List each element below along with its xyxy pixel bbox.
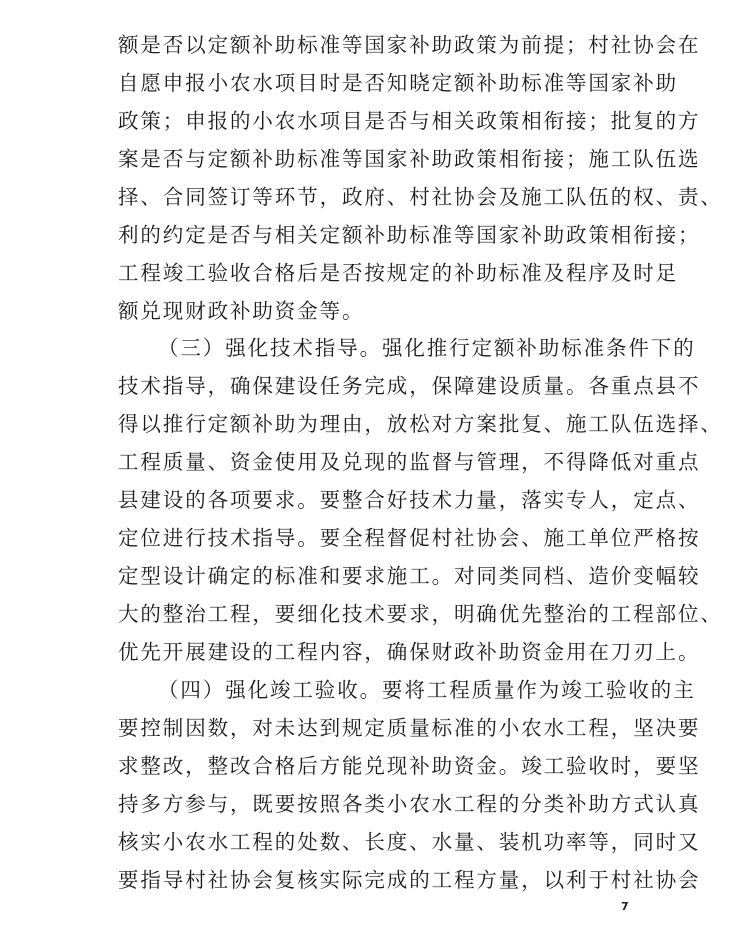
section-heading-line: （四）强化竣工验收。要将工程质量作为竣工验收的主	[158, 678, 696, 702]
text-line: 利的约定是否与相关定额补助标准等国家补助政策相衔接；	[118, 223, 701, 247]
text-line: 额兑现财政补助资金等。	[118, 299, 365, 323]
text-line: 定型设计确定的标准和要求施工。对同类同档、造价变幅较	[118, 564, 701, 588]
text-line: 大的整治工程，要细化技术要求，明确优先整治的工程部位、	[118, 602, 723, 626]
section-heading-line: （三）强化技术指导。强化推行定额补助标准条件下的	[158, 336, 696, 360]
text-line: 案是否与定额补助标准等国家补助政策相衔接；施工队伍选	[118, 147, 701, 171]
text-line: 定位进行技术指导。要全程督促村社协会、施工单位严格按	[118, 526, 701, 550]
text-line: 求整改，整改合格后方能兑现补助资金。竣工验收时，要坚	[118, 754, 701, 778]
text-line: 工程竣工验收合格后是否按规定的补助标准及程序及时足	[118, 261, 678, 285]
text-line: 额是否以定额补助标准等国家补助政策为前提；村社协会在	[118, 33, 701, 57]
text-line: 县建设的各项要求。要整合好技术力量，落实专人，定点、	[118, 488, 701, 512]
text-line: 择、合同签订等环节，政府、村社协会及施工队伍的权、责、	[118, 185, 723, 209]
text-line: 持多方参与，既要按照各类小农水工程的分类补助方式认真	[118, 792, 701, 816]
text-line: 政策；申报的小农水项目是否与相关政策相衔接；批复的方	[118, 109, 701, 133]
text-line: 自愿申报小农水项目时是否知晓定额补助标准等国家补助	[118, 71, 678, 95]
text-line: 得以推行定额补助为理由，放松对方案批复、施工队伍选择、	[118, 412, 723, 436]
text-line: 要控制因数，对未达到规定质量标准的小农水工程，坚决要	[118, 716, 701, 740]
text-line: 优先开展建设的工程内容，确保财政补助资金用在刀刃上。	[118, 640, 701, 664]
text-line: 工程质量、资金使用及兑现的监督与管理，不得降低对重点	[118, 450, 701, 474]
text-line: 核实小农水工程的处数、长度、水量、装机功率等，同时又	[118, 830, 701, 854]
text-line: 要指导村社协会复核实际完成的工程方量，以利于村社协会	[118, 868, 701, 892]
page-number: 7	[621, 900, 629, 913]
text-line: 技术指导，确保建设任务完成，保障建设质量。各重点县不	[118, 374, 701, 398]
